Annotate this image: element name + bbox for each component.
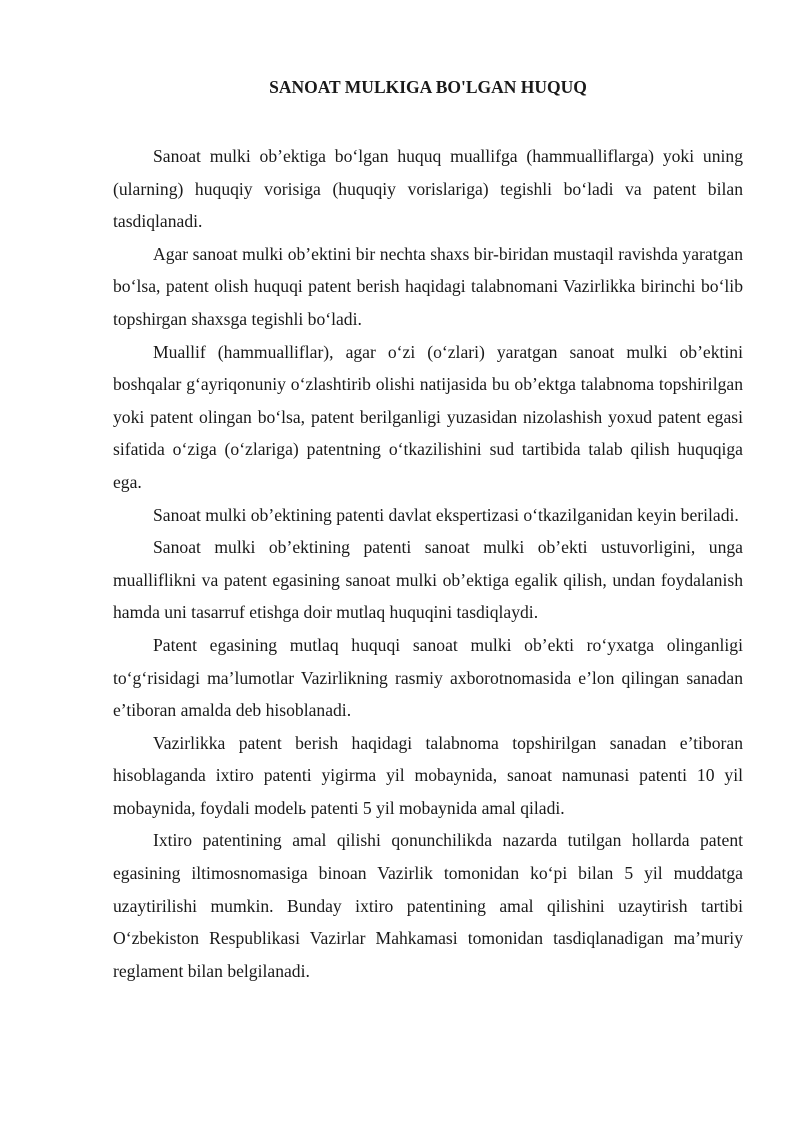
paragraph: Sanoat mulki ob’ektiga bo‘lgan huquq muallifga (hammualliflarga) yoki uning (ularning) huquqiy vorisiga (huquqiy vorislariga) tegishli bo‘ladi va patent bilan tasdiqlanadi.: [113, 146, 743, 232]
paragraph: Agar sanoat mulki ob’ektini bir nechta shaxs bir-biridan mustaqil ravishda yaratgan bo‘lsa, patent olish huquqi patent berish haqidagi talabnomani Vazirlikka birinchi bo‘lib topshirgan shaxsga tegishli bo‘ladi.: [113, 243, 743, 329]
paragraph: Sanoat mulki ob’ektining patenti sanoat mulki ob’ekti ustuvorligini, unga mualliflikni va patent egasining sanoat mulki ob’ektiga egalik qilish, undan foydalanish hamda uni tasarruf etishga doir mutlaq huquqini tasdiqlaydi.: [113, 537, 743, 623]
paragraph: Sanoat mulki ob’ektining patenti davlat ekspertizasi o‘tkazilganidan keyin beriladi.: [153, 504, 739, 525]
paragraph: Ixtiro patentining amal qilishi qonunchilikda nazarda tutilgan hollarda patent egasining iltimosnomasiga binoan Vazirlik tomonidan ko‘pi bilan 5 yil muddatga uzaytirilishi mumkin. Bunday ixtiro patentining amal qilishini uzaytirish tartibi O‘zbekiston Respublikasi Vazirlar Mahkamasi tomonidan tasdiqlanadigan ma’muriy reglament bilan belgilanadi.: [113, 830, 743, 981]
paragraph: Vazirlikka patent berish haqidagi talabnoma topshirilgan sanadan e’tiboran hisoblaganda ixtiro patenti yigirma yil mobaynida, sanoat namunasi patenti 10 yil mobaynida, foydali modelь patenti 5 yil mobaynida amal qiladi.: [113, 732, 743, 818]
document-body: [113, 140, 743, 987]
paragraph: Patent egasining mutlaq huquqi sanoat mulki ob’ekti ro‘yxatga olinganligi to‘g‘risidagi ma’lumotlar Vazirlikning rasmiy axborotnomasida e’lon qilingan sanadan e’tiboran amalda deb hisoblanadi.: [113, 634, 743, 721]
document-title: SANOAT MULKIGA BO'LGAN HUQUQ: [269, 77, 587, 97]
paragraph: Muallif (hammualliflar), agar o‘zi (o‘zlari) yaratgan sanoat mulki ob’ektini boshqalar g‘ayriqonuniy o‘zlashtirib olishi natijasida bu ob’ektga talabnoma topshirilgan yoki patent olingan bo‘lsa, patent berilganligi yuzasidan nizolashish yoxud patent egasi sifatida o‘ziga (o‘zlariga) patentning o‘tkazilishini sud tartibida talab qilish huquqiga ega.: [113, 341, 743, 492]
